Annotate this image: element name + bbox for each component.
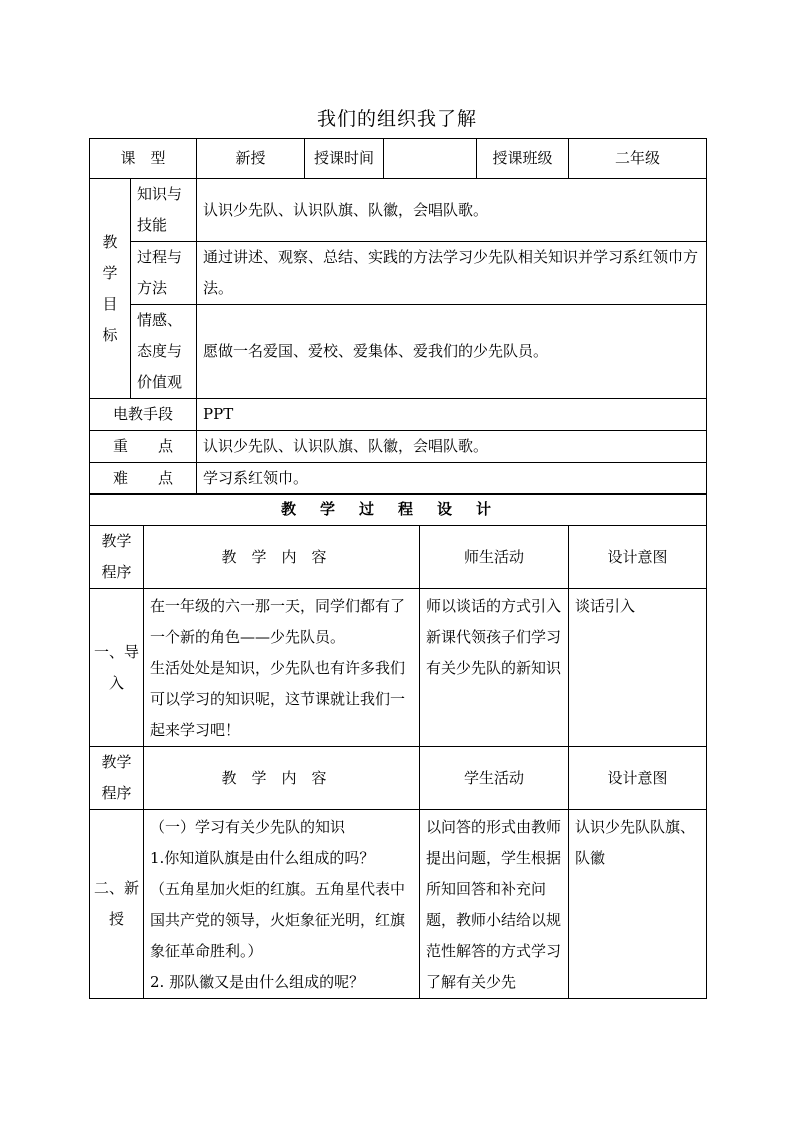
intent-intro: 谈话引入: [569, 589, 707, 747]
content-intro-line-1: 在一年级的六一那一天，同学们都有了一个新的角色——少先队员。: [150, 597, 406, 646]
class-value: 二年级: [569, 139, 707, 179]
content-new-lesson: [144, 810, 420, 999]
content-new-line-4: 2. 那队徽又是由什么组成的呢？: [150, 973, 365, 991]
activity-header-1: 师生活动: [420, 526, 569, 589]
intent-header-1: 设计意图: [569, 526, 707, 589]
goal-label-process: 过程与方法: [131, 242, 197, 305]
activity-header-2: 学生活动: [420, 747, 569, 810]
time-label: 授课时间: [305, 139, 384, 179]
document-title: 我们的组织我了解: [316, 108, 477, 130]
media-label: 电教手段: [90, 399, 197, 431]
difficulty-value: 学习系红领巾。: [197, 463, 707, 495]
class-label: 授课班级: [477, 139, 569, 179]
content-intro-line-2: 生活处处是知识，少先队也有许多我们可以学习的知识呢，这节课就让我们一起来学习吧！: [150, 659, 406, 739]
step-new-lesson: 二、新授: [90, 810, 144, 999]
lesson-info-table: [89, 138, 707, 495]
activity-intro: 师以谈话的方式引入新课代领孩子们学习有关少先队的新知识: [420, 589, 569, 747]
step-header-1: 教学程序: [90, 526, 144, 589]
step-intro: 一、导入: [90, 589, 144, 747]
step-header-2: 教学程序: [90, 747, 144, 810]
goal-text-knowledge: 认识少先队、认识队旗、队徽，会唱队歌。: [197, 179, 707, 242]
goals-group-text: 教学目标: [102, 232, 118, 344]
type-value: 新授: [197, 139, 305, 179]
type-label: 课 型: [90, 139, 197, 179]
activity-new-lesson: 以问答的形式由教师提出问题，学生根据所知回答和补充问题，教师小结给以规范性解答的方式学习了解有关少先: [420, 810, 569, 999]
goal-label-emotion: 情感、态度与价值观: [131, 305, 197, 399]
goals-group-label: [90, 179, 131, 399]
time-value: [384, 139, 477, 179]
key-point-label: 重 点: [90, 431, 197, 463]
intent-header-2: 设计意图: [569, 747, 707, 810]
media-value: PPT: [197, 399, 707, 431]
teaching-process-table: [89, 493, 707, 999]
content-intro: [144, 589, 420, 747]
goal-text-process: 通过讲述、观察、总结、实践的方法学习少先队相关知识并学习系红领巾方法。: [197, 242, 707, 305]
process-heading: 教学过程设计: [90, 494, 707, 526]
content-header-1: 教学内容: [144, 526, 420, 589]
content-new-line-1: （一）学习有关少先队的知识: [150, 818, 346, 836]
intent-new-lesson: 认识少先队队旗、队徽: [569, 810, 707, 999]
goal-label-knowledge: 知识与技能: [131, 179, 197, 242]
difficulty-label: 难 点: [90, 463, 197, 495]
key-point-value: 认识少先队、认识队旗、队徽，会唱队歌。: [197, 431, 707, 463]
content-header-2: 教学内容: [144, 747, 420, 810]
goal-text-emotion: 愿做一名爱国、爱校、爱集体、爱我们的少先队员。: [197, 305, 707, 399]
content-new-line-2: 1.你知道队旗是由什么组成的吗？: [150, 849, 375, 867]
content-new-line-3: （五角星加火炬的红旗。五角星代表中国共产党的领导，火炬象征光明，红旗象征革命胜利。）: [150, 880, 406, 960]
